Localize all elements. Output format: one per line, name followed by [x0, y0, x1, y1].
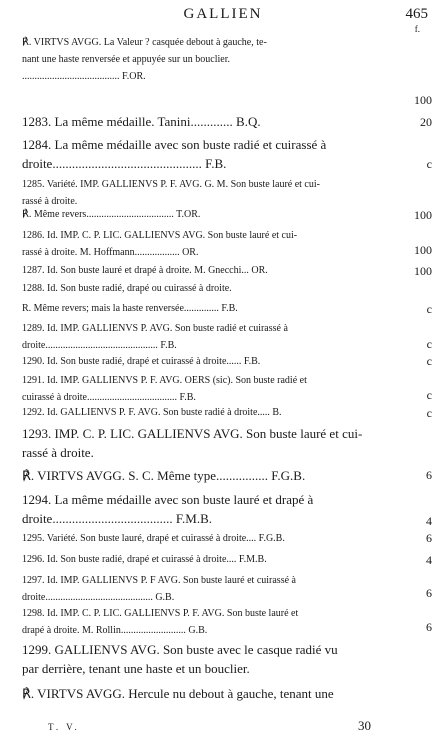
price: 4 [426, 553, 432, 567]
price: c [426, 354, 432, 368]
entry-1284: 1284. La même médaille avec son buste radié et cuirassé à droite.............................................. F.B. [22, 137, 327, 171]
price: 100 [414, 93, 432, 107]
entry-1296: 1296. Id. Son buste radié, drapé et cuirassé à droite.... F.M.B. [22, 554, 267, 565]
entry-1285: 1285. Variété. IMP. GALLIENVS P. F. AVG. G. M. Son buste lauré et cui- rassé à droite. [22, 179, 320, 207]
price: c [426, 406, 432, 420]
entry-reverse: ℟. VIRTVS AVGG. La Valeur ? casquée debout à gauche, te- nant une haste renversée et appuyée sur un bouclier. ....................................... F.OR. [22, 37, 267, 82]
sheet-number: 30 [358, 718, 371, 733]
entry-1286: 1286. Id. IMP. C. P. LIC. GALLIENVS AVG. Son buste lauré et cui- rassé à droite. M. Hoffmann.................. OR. [22, 230, 298, 258]
price: 6 [426, 620, 432, 634]
entry-1287: 1287. Id. Son buste lauré et drapé à droite. M. Gnecchi... OR. [22, 265, 268, 276]
entry-1298: 1298. Id. IMP. C. P. LIC. GALLIENVS P. F. AVG. Son buste lauré et drapé à droite. M. Rollin.......................... G.B. [22, 608, 299, 636]
price: 100 [414, 208, 432, 222]
entry-1290: 1290. Id. Son buste radié, drapé et cuirassé à droite...... F.B. [22, 356, 261, 367]
price: c [426, 388, 432, 402]
price: 100 [414, 264, 432, 278]
entry-1295: 1295. Variété. Son buste lauré, drapé et cuirassé à droite.... F.G.B. [22, 533, 285, 544]
price: 6 [426, 586, 432, 600]
price: 100 [414, 243, 432, 257]
corner-mark: f. [414, 24, 420, 34]
page-title: GALLIEN [183, 6, 263, 22]
entry-reverse: ℟. VIRTVS AVGG. S. C. Même type................ F.G.B. [22, 468, 306, 483]
entry-1283: 1283. La même médaille. Tanini............. B.Q. [22, 114, 261, 129]
entry-1297: 1297. Id. IMP. GALLIENVS P. F AVG. Son buste lauré et cuirassé à droite........................................... G.B. [22, 575, 296, 603]
entry-1293: 1293. IMP. C. P. LIC. GALLIENVS AVG. Son buste lauré et cui- rassé à droite. [22, 426, 363, 460]
entry-reverse: ℟. VIRTVS AVGG. Hercule nu debout à gauche, tenant une [22, 686, 334, 701]
signature-mark: T. V. [48, 722, 80, 732]
entry-reverse: R. Même revers; mais la haste renversée.............. F.B. [22, 303, 238, 314]
price: 20 [420, 115, 432, 129]
price: 6 [426, 468, 432, 482]
entry-1289: 1289. Id. IMP. GALLIENVS P. AVG. Son buste radié et cuirassé à droite............................................. F.B. [22, 323, 288, 351]
entry-1288: 1288. Id. Son buste radié, drapé ou cuirassé à droite. [22, 283, 232, 294]
price: c [426, 302, 432, 316]
entry-1299: 1299. GALLIENVS AVG. Son buste avec le casque radié vu par derrière, tenant une haste et un bouclier. [22, 642, 338, 676]
page-number: 465 [405, 6, 428, 22]
price: 4 [426, 514, 432, 528]
price: c [426, 157, 432, 171]
entry-1294: 1294. La même médaille avec son buste lauré et drapé à droite..................................... F.M.B. [22, 492, 314, 526]
price: 6 [426, 531, 432, 545]
entry-reverse: ℟. Même revers................................... T.OR. [22, 209, 201, 220]
price: c [426, 337, 432, 351]
entry-1291: 1291. Id. IMP. GALLIENVS P. F. AVG. OERS (sic). Son buste radié et cuirassé à droite.................................... F.B. [22, 375, 307, 403]
entry-1292: 1292. Id. GALLIENVS P. F. AVG. Son buste radié à droite..... B. [22, 407, 282, 418]
